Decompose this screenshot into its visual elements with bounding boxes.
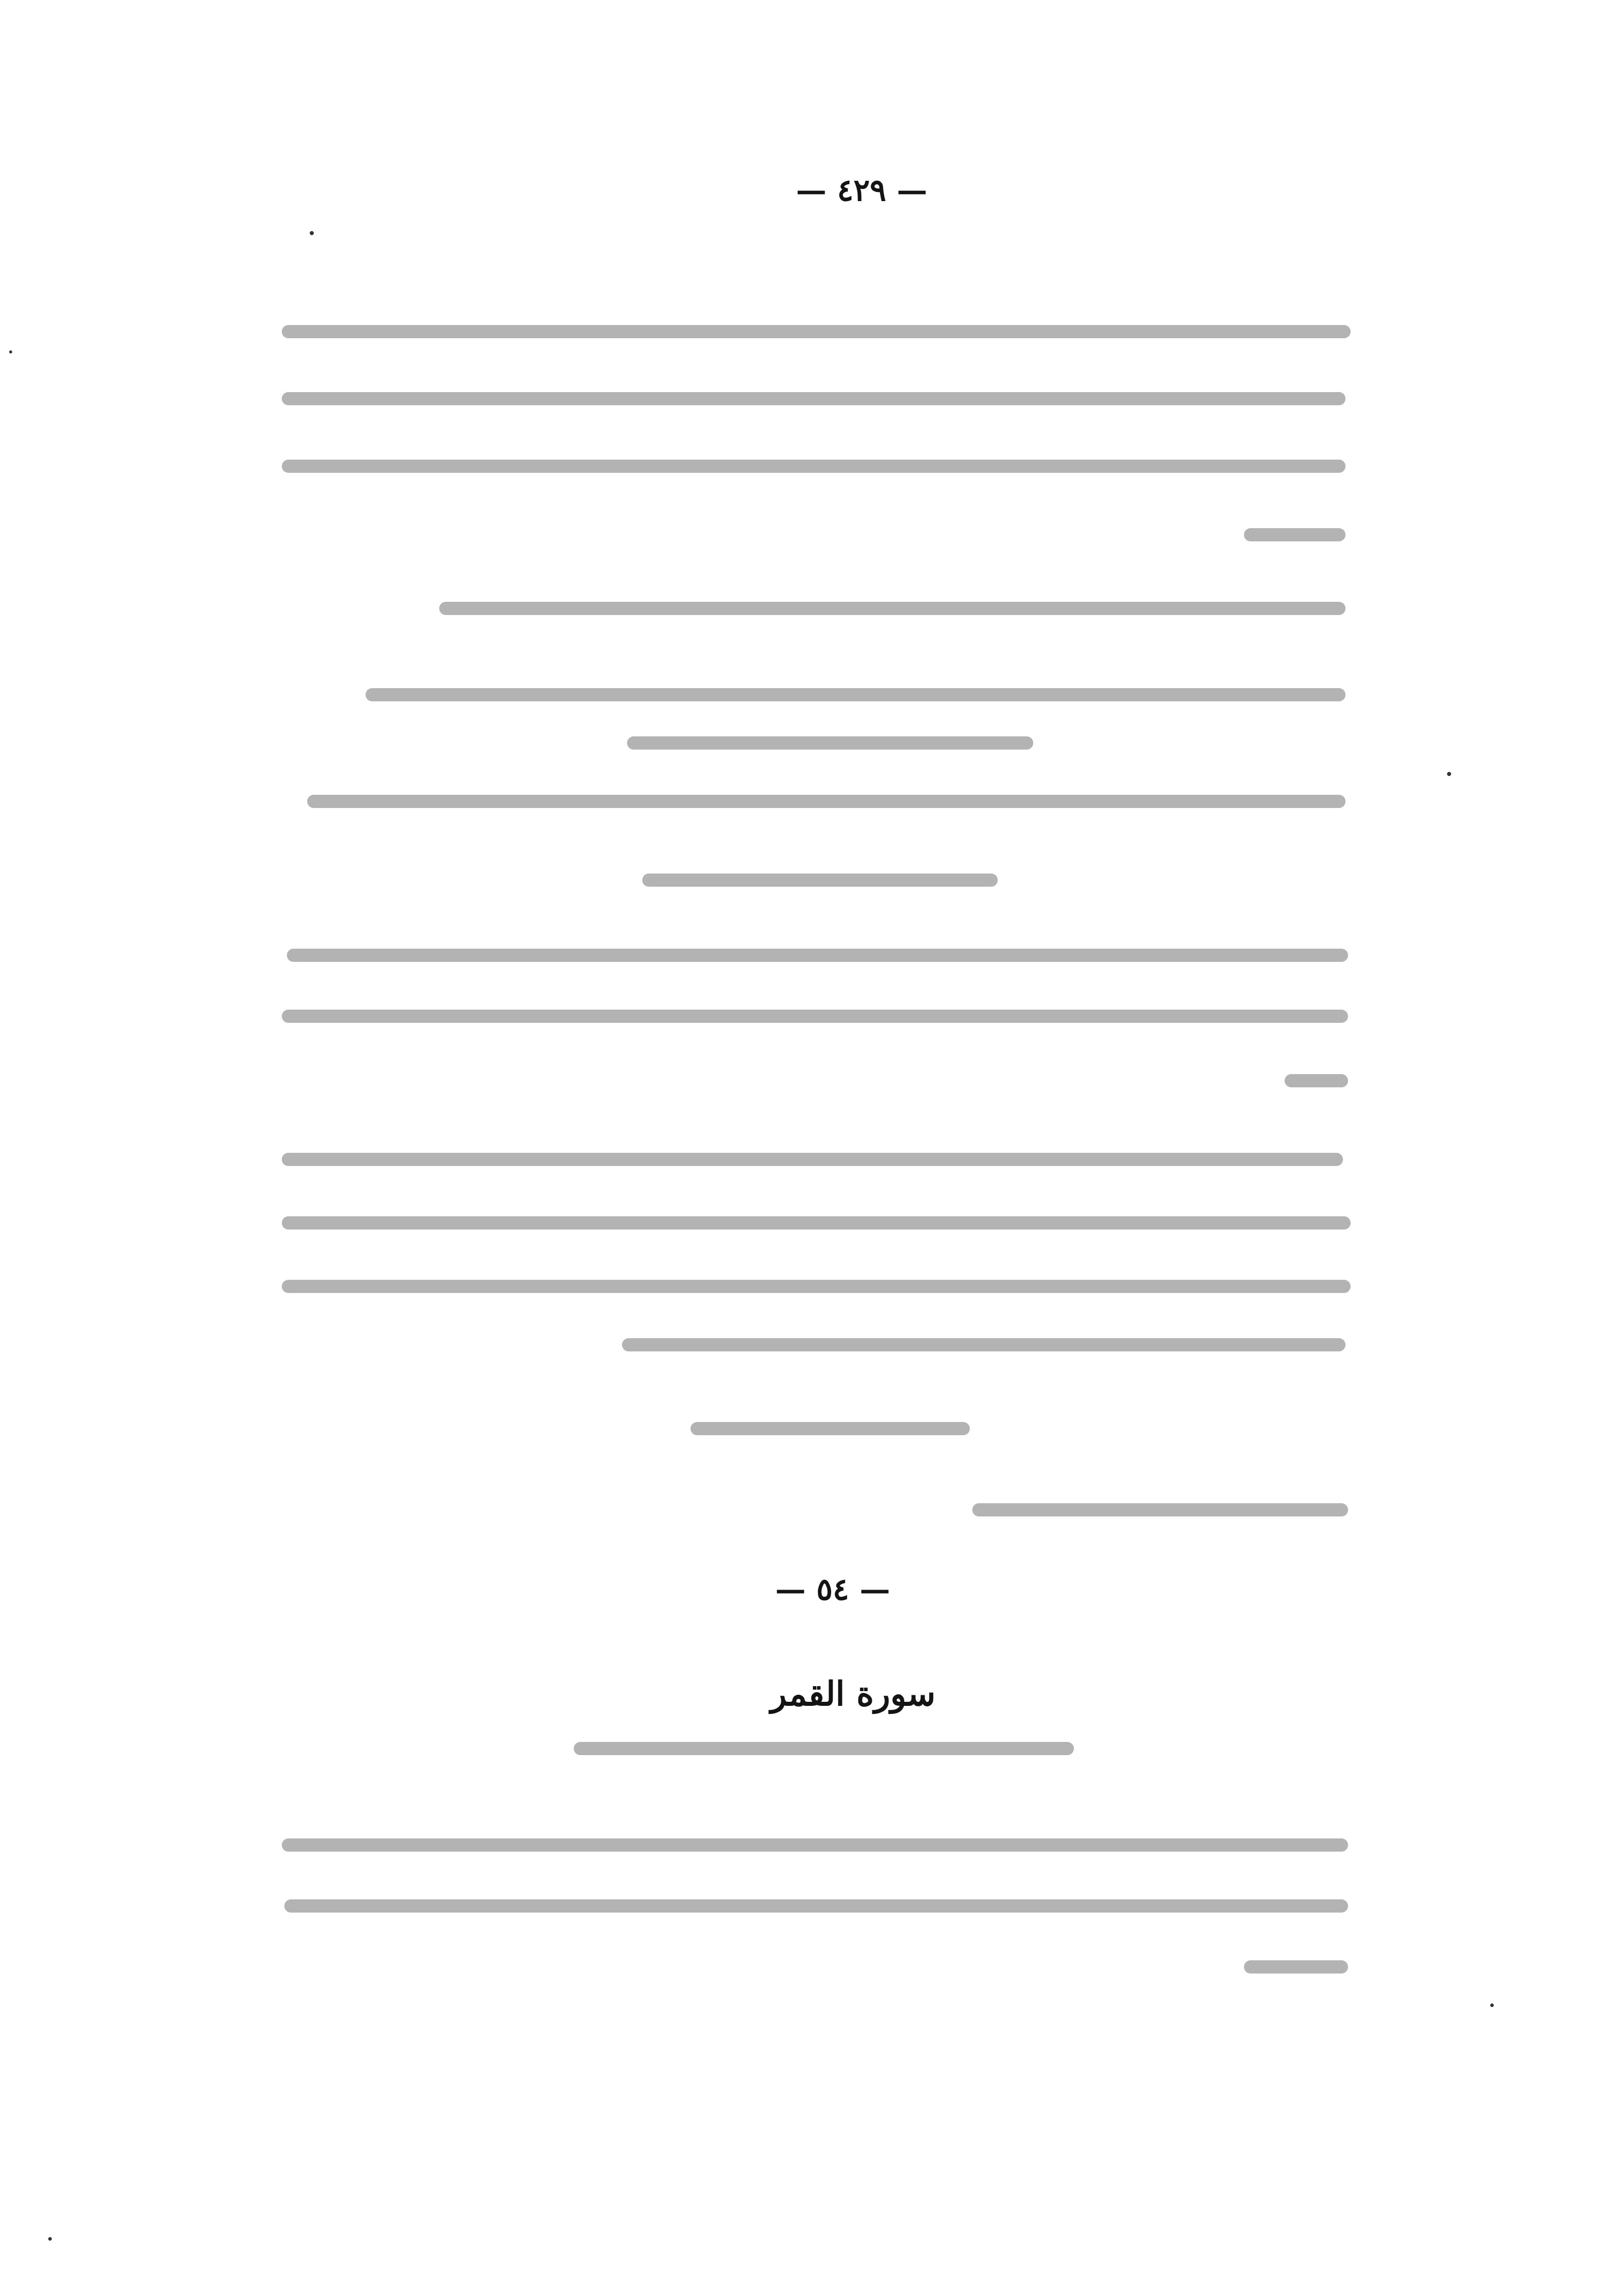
text-line <box>627 736 1033 750</box>
text-line <box>1285 1074 1348 1087</box>
text-line <box>282 1153 1343 1166</box>
text-line <box>1244 528 1346 541</box>
text-line <box>282 1280 1351 1293</box>
text-line <box>282 460 1346 473</box>
text-line <box>282 1838 1348 1852</box>
text-line <box>642 874 998 887</box>
surah-title: سورة القمر <box>770 1674 936 1713</box>
text-line <box>282 1010 1348 1023</box>
text-line <box>307 795 1346 808</box>
scan-speck <box>1490 2003 1494 2007</box>
text-line <box>284 1899 1348 1913</box>
text-line <box>282 325 1351 338</box>
scan-speck <box>1447 772 1451 776</box>
scan-speck <box>48 2237 52 2241</box>
text-line <box>282 392 1346 405</box>
text-line <box>1244 1960 1348 1974</box>
page-number: — ٤٢٩ — <box>796 173 928 208</box>
section-number: — ٥٤ — <box>775 1572 891 1607</box>
scan-speck <box>310 231 314 235</box>
text-line <box>972 1503 1348 1516</box>
text-line <box>366 688 1346 701</box>
scan-speck <box>9 350 12 353</box>
text-line <box>439 602 1346 615</box>
text-line <box>287 949 1348 962</box>
text-line <box>622 1338 1346 1351</box>
text-line <box>574 1742 1074 1755</box>
text-line <box>282 1216 1351 1230</box>
text-line <box>691 1422 970 1435</box>
